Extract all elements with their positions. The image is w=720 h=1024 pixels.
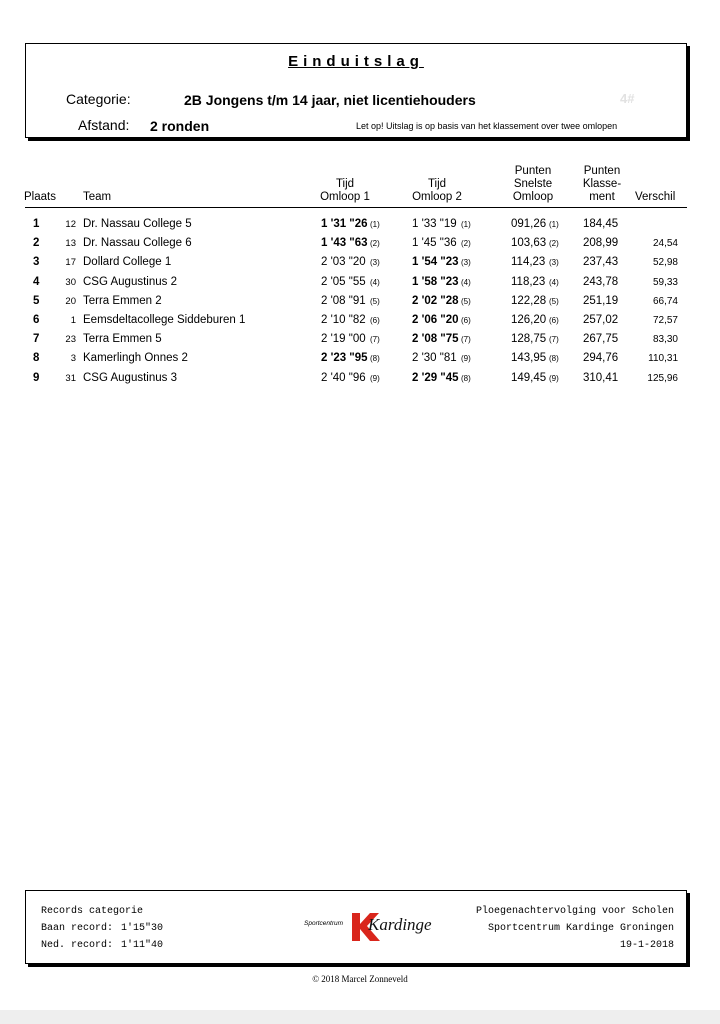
points-fastest-cell: 122,28 [511, 294, 547, 307]
place-cell: 1 [33, 218, 40, 230]
team-name-cell: Kamerlingh Onnes 2 [83, 352, 188, 365]
difference-cell: 72,57 [652, 315, 678, 326]
points-ranking-cell: 294,76 [583, 352, 619, 365]
time2-cell: 2 '30 "81 [412, 352, 457, 365]
column-header-place: Plaats [24, 191, 56, 203]
team-number-cell: 31 [65, 372, 76, 384]
records-title: Records categorie [41, 906, 144, 917]
team-number-cell: 13 [65, 238, 76, 250]
difference-cell: 24,54 [652, 238, 678, 250]
header-box [25, 43, 687, 138]
rank1-cell: (8) [370, 354, 380, 364]
place-cell: 5 [33, 294, 40, 307]
time1-cell: 1 '31 "26 [321, 218, 368, 230]
points-ranking-cell: 251,19 [583, 294, 619, 307]
rank2-cell: (9) [461, 354, 471, 364]
national-record [41, 937, 163, 954]
team-name-cell: Terra Emmen 5 [83, 333, 162, 346]
table-row [0, 234, 720, 253]
page-bottom-bar [0, 1010, 720, 1024]
points-rank-cell: (6) [549, 316, 559, 325]
points-ranking-cell: 257,02 [583, 314, 619, 326]
table-row [0, 311, 720, 330]
time2-cell: 2 '02 "28 [412, 294, 459, 307]
team-name-cell: Terra Emmen 2 [83, 294, 162, 307]
difference-cell: 59,33 [652, 276, 678, 288]
records-block [41, 903, 163, 954]
points-fastest-cell: 118,23 [511, 275, 546, 288]
place-cell: 3 [33, 256, 40, 269]
points-rank-cell: (5) [549, 296, 559, 306]
category-value: 2B Jongens t/m 14 jaar, niet licentiehouders [184, 92, 476, 108]
team-number-cell: 1 [70, 315, 76, 326]
event-block [476, 903, 674, 954]
time1-cell: 2 '10 "82 [321, 314, 366, 326]
time2-cell: 2 '08 "75 [412, 333, 459, 346]
points-ranking-cell: 243,78 [583, 275, 619, 288]
rank1-cell: (4) [370, 277, 380, 287]
time2-cell: 1 '54 "23 [412, 256, 459, 269]
points-rank-cell: (8) [549, 354, 559, 364]
table-row [0, 369, 720, 388]
table-row [0, 253, 720, 272]
header-divider [25, 207, 687, 208]
national-record-label: Ned. record: [41, 940, 114, 951]
rank2-cell: (3) [461, 258, 471, 268]
rank2-cell: (5) [461, 296, 471, 306]
team-name-cell: CSG Augustinus 3 [83, 371, 177, 384]
time1-cell: 2 '19 "00 [321, 333, 366, 346]
points-ranking-cell: 237,43 [583, 256, 619, 269]
place-cell: 4 [33, 275, 40, 288]
points-rank-cell: (7) [549, 335, 559, 345]
team-number-cell: 17 [65, 257, 76, 269]
footer-box [25, 890, 687, 964]
rank1-cell: (5) [370, 296, 380, 306]
track-record-label: Baan record: [41, 923, 114, 934]
rank2-cell: (6) [461, 316, 471, 325]
points-ranking-cell: 184,45 [583, 218, 619, 230]
time1-cell: 2 '05 "55 [321, 275, 366, 288]
difference-cell: 83,30 [652, 334, 678, 346]
place-cell: 6 [33, 314, 40, 326]
logo-small-text: Sportcentrum [304, 920, 344, 927]
page-title: Einduitslag [288, 53, 424, 70]
time2-cell: 2 '29 "45 [412, 371, 459, 384]
distance-label: Afstand: [78, 117, 130, 133]
rank1-cell: (2) [370, 239, 380, 249]
event-date: 19-1-2018 [619, 940, 674, 951]
ranking-note: Let op! Uitslag is op basis van het klassement over twee omlopen [356, 121, 618, 131]
rank2-cell: (1) [461, 220, 471, 229]
team-name-cell: Dr. Nassau College 5 [83, 218, 192, 230]
place-cell: 2 [33, 237, 40, 250]
place-cell: 7 [33, 333, 40, 346]
team-name-cell: Eemsdeltacollege Siddeburen 1 [83, 314, 246, 326]
event-name: Ploegenachtervolging voor Scholen [475, 906, 674, 917]
points-fastest-cell: 114,23 [511, 256, 546, 269]
venue-name: Sportcentrum Kardinge Groningen [487, 923, 674, 934]
national-record-value: 1'11"40 [121, 940, 164, 951]
rank1-cell: (1) [370, 220, 380, 229]
rank1-cell: (9) [370, 373, 380, 383]
rank2-cell: (7) [461, 335, 471, 345]
distance-value: 2 ronden [150, 118, 210, 134]
time2-cell: 1 '33 "19 [412, 218, 457, 230]
team-number-cell: 12 [65, 219, 76, 230]
points-fastest-cell: 103,63 [511, 237, 547, 250]
difference-cell: 52,98 [652, 257, 678, 269]
table-row [0, 273, 720, 292]
time1-cell: 2 '08 "91 [321, 294, 366, 307]
kardinge-logo [304, 907, 432, 947]
time2-cell: 1 '58 "23 [412, 275, 459, 288]
logo-big-text: Kardinge [368, 915, 432, 934]
time1-cell: 2 '03 "20 [321, 256, 366, 269]
place-cell: 9 [33, 371, 40, 384]
points-fastest-cell: 143,95 [511, 352, 547, 365]
points-rank-cell: (9) [549, 373, 559, 383]
place-cell: 8 [33, 352, 40, 365]
column-header-time2: Tijd Omloop 2 [412, 178, 462, 203]
team-number-cell: 30 [65, 276, 76, 288]
points-ranking-cell: 267,75 [583, 333, 619, 346]
points-rank-cell: (2) [549, 239, 559, 249]
points-fastest-cell: 126,20 [511, 314, 547, 326]
table-row [0, 215, 720, 234]
rank1-cell: (3) [370, 258, 380, 268]
column-header-points-ranking: Punten Klasse- ment [582, 165, 622, 203]
rank2-cell: (2) [461, 239, 471, 249]
table-row [0, 349, 720, 368]
team-number-cell: 3 [70, 353, 76, 365]
rank2-cell: (4) [461, 277, 471, 287]
points-rank-cell: (4) [549, 277, 559, 287]
team-name-cell: Dr. Nassau College 6 [83, 237, 192, 250]
rank1-cell: (6) [370, 316, 380, 325]
team-name-cell: Dollard College 1 [83, 256, 172, 269]
team-name-cell: CSG Augustinus 2 [83, 275, 177, 288]
track-record [41, 920, 163, 937]
points-fastest-cell: 128,75 [511, 333, 547, 346]
points-fastest-cell: 149,45 [511, 371, 547, 384]
rank1-cell: (7) [370, 335, 380, 345]
points-rank-cell: (1) [549, 220, 559, 229]
team-number-cell: 20 [65, 295, 76, 307]
column-header-difference: Verschil [635, 191, 676, 203]
difference-cell: 110,31 [648, 353, 678, 365]
time1-cell: 1 '43 "63 [321, 237, 368, 250]
column-header-time1: Tijd Omloop 1 [320, 178, 370, 203]
points-fastest-cell: 091,26 [511, 218, 547, 230]
time2-cell: 1 '45 "36 [412, 237, 457, 250]
time1-cell: 2 '40 "96 [321, 371, 366, 384]
team-number-cell: 23 [65, 334, 76, 346]
table-row [0, 292, 720, 311]
points-ranking-cell: 310,41 [583, 371, 619, 384]
category-number: 4# [620, 91, 635, 106]
time1-cell: 2 '23 "95 [321, 352, 368, 365]
rank2-cell: (8) [461, 373, 471, 383]
table-row [0, 330, 720, 349]
difference-cell: 125,96 [647, 372, 678, 384]
time2-cell: 2 '06 "20 [412, 314, 459, 326]
category-label: Categorie: [66, 91, 131, 107]
points-ranking-cell: 208,99 [583, 237, 619, 250]
column-header-team: Team [83, 191, 112, 203]
track-record-value: 1'15"30 [121, 923, 164, 934]
points-rank-cell: (3) [549, 258, 559, 268]
difference-cell: 66,74 [652, 295, 678, 307]
column-header-points-fastest: Punten Snelste Omloop [512, 165, 554, 203]
copyright: © 2018 Marcel Zonneveld [312, 974, 408, 984]
